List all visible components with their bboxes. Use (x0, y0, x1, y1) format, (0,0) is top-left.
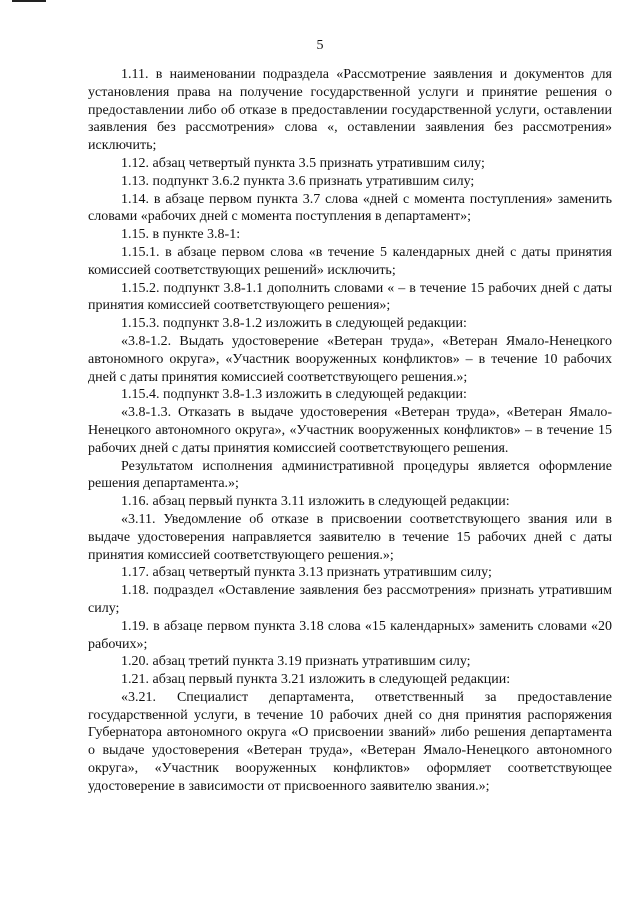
quote-3-11: «3.11. Уведомление об отказе в присвоении соответствующего звания или в выдаче удостоверения направляется заявителю в течение 15 рабочих дней с даты принятия комиссией соответствующего решения.»; (88, 511, 612, 563)
paragraph-1-15-4: 1.15.4. подпункт 3.8-1.3 изложить в следующей редакции: (121, 387, 467, 403)
paragraph-1-15-2: 1.15.2. подпункт 3.8-1.1 дополнить словами « – в течение 15 рабочих дней с даты принятия комиссией соответствующего решения»; (88, 280, 612, 314)
paragraph-1-18: 1.18. подраздел «Оставление заявления без рассмотрения» признать утратившим силу; (88, 583, 612, 616)
paragraph-1-16: 1.16. абзац первый пункта 3.11 изложить в следующей редакции: (121, 494, 510, 510)
quote-3-8-1-2: «3.8-1.2. Выдать удостоверение «Ветеран труда», «Ветеран Ямало-Ненецкого автономного округа», «Участник вооруженных конфликтов» – в течение 10 рабочих дней с даты принятия комиссией соответствующего решения.»; (88, 333, 612, 385)
paragraph-1-13: 1.13. подпункт 3.6.2 пункта 3.6 признать утратившим силу; (121, 173, 475, 189)
paragraph-1-14: 1.14. в абзаце первом пункта 3.7 слова «дней с момента поступления» заменить словами «рабочих дней с момента поступления в департамент»; (88, 191, 612, 225)
paragraph-1-15-1: 1.15.1. в абзаце первом слова «в течение 5 календарных дней с даты принятия комиссией соответствующих решений» исключить; (88, 244, 612, 278)
paragraph-1-15-3: 1.15.3. подпункт 3.8-1.2 изложить в следующей редакции: (121, 316, 467, 332)
quote-result-paragraph: Результатом исполнения административной процедуры является оформление решения департамента.»; (88, 458, 612, 492)
paragraph-1-17: 1.17. абзац четвертый пункта 3.13 признать утратившим силу; (121, 565, 492, 581)
document-body (88, 66, 612, 796)
paragraph-1-19: 1.19. в абзаце первом пункта 3.18 слова «15 календарных» заменить словами «20 рабочих»; (88, 618, 612, 652)
paragraph-1-20: 1.20. абзац третий пункта 3.19 признать утратившим силу; (121, 654, 471, 670)
quote-3-21: «3.21. Специалист департамента, ответственный за предоставление государственной услуги, в течение 10 рабочих дней со дня принятия распоряжения Губернатора автономного округа «О присвоении званий» либо решения департамента о выдаче удостоверения «Ветеран труда», «Ветеран Ямало-Ненецкого автономного округа», «Участник вооруженных конфликтов» оформляет соответствующее удостоверение в зависимости от присвоенного заявителю звания.»; (88, 689, 612, 794)
page-number: 5 (316, 38, 324, 53)
paragraph-1-12: 1.12. абзац четвертый пункта 3.5 признать утратившим силу; (121, 155, 485, 171)
quote-3-8-1-3: «3.8-1.3. Отказать в выдаче удостоверения «Ветеран труда», «Ветеран Ямало-Ненецкого автономного округа», «Участник вооруженных конфликтов» – в течение 15 рабочих дней с даты принятия комиссией соответствующего решения. (88, 405, 612, 456)
paragraph-1-11: 1.11. в наименовании подраздела «Рассмотрение заявления и документов для установления права на получение государственной услуги и принятие решения о предоставлении либо об отказе в предоставлении государственной услуги, оставлении заявления без рассмотрения» слова «, оставлении заявления без рассмотрения» исключить; (88, 67, 612, 154)
corner-mark (12, 0, 46, 2)
paragraph-1-15: 1.15. в пункте 3.8-1: (121, 227, 241, 243)
paragraph-1-21: 1.21. абзац первый пункта 3.21 изложить в следующей редакции: (121, 672, 511, 688)
